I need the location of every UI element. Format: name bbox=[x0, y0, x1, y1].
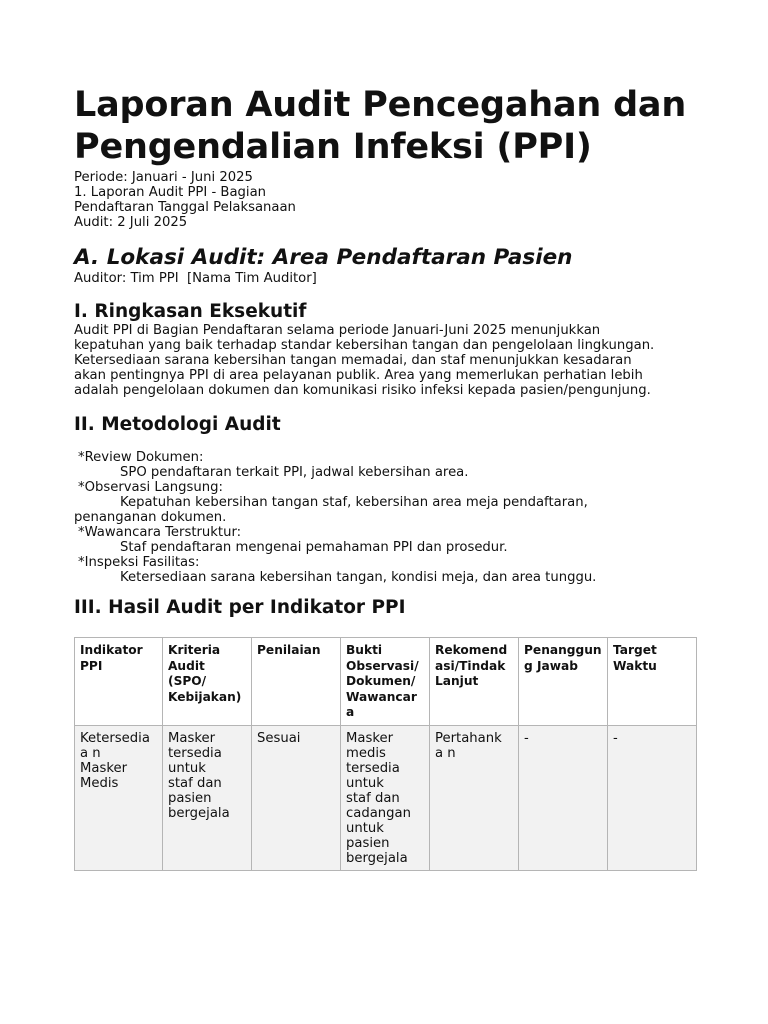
method-label-facility-inspection: *Inspeksi Fasilitas: bbox=[78, 555, 200, 570]
method-desc-document-review: SPO pendaftaran terkait PPI, jadwal kebersihan area. bbox=[120, 465, 469, 480]
methodology-list bbox=[74, 450, 596, 585]
section-a-heading: A. Lokasi Audit: Area Pendaftaran Pasien bbox=[74, 245, 573, 270]
table-row bbox=[75, 725, 697, 870]
cell-criteria: Masker tersedia untuk staf dan pasien bergejala bbox=[163, 725, 252, 870]
cell-target-time: - bbox=[608, 725, 697, 870]
header-assessment: Penilaian bbox=[252, 638, 341, 726]
cell-indicator: Ketersedia a n Masker Medis bbox=[75, 725, 163, 870]
auditor-line: Auditor: Tim PPI [Nama Tim Auditor] bbox=[74, 271, 317, 286]
document-meta bbox=[74, 170, 296, 230]
method-desc-facility-inspection: Ketersediaan sarana kebersihan tangan, kondisi meja, dan area tunggu. bbox=[120, 570, 597, 585]
header-responsible: Penanggun g Jawab bbox=[519, 638, 608, 726]
summary-line: Audit PPI di Bagian Pendaftaran selama periode Januari-Juni 2025 menunjukkan bbox=[74, 323, 601, 338]
section-1-heading: I. Ringkasan Eksekutif bbox=[74, 301, 307, 322]
summary-line: kepatuhan yang baik terhadap standar kebersihan tangan dan pengelolaan lingkungan. bbox=[74, 338, 655, 353]
section-3-heading: III. Hasil Audit per Indikator PPI bbox=[74, 597, 406, 618]
document-title bbox=[74, 84, 714, 168]
section-2-heading: II. Metodologi Audit bbox=[74, 414, 281, 435]
cell-evidence: Masker medis tersedia untuk staf dan cadangan untuk pasien bergejala bbox=[341, 725, 430, 870]
header-criteria: Kriteria Audit (SPO/ Kebijakan) bbox=[163, 638, 252, 726]
title-line-2: Pengendalian Infeksi (PPI) bbox=[74, 127, 592, 167]
table-header-row bbox=[75, 638, 697, 726]
header-recommendation: Rekomend asi/Tindak Lanjut bbox=[430, 638, 519, 726]
method-desc-structured-interview: Staf pendaftaran mengenai pemahaman PPI dan prosedur. bbox=[120, 540, 508, 555]
header-evidence: Bukti Observasi/ Dokumen/ Wawancar a bbox=[341, 638, 430, 726]
summary-line: akan pentingnya PPI di area pelayanan publik. Area yang memerlukan perhatian lebih bbox=[74, 368, 643, 383]
cell-recommendation: Pertahank a n bbox=[430, 725, 519, 870]
executive-summary bbox=[74, 323, 714, 398]
method-label-direct-observation: *Observasi Langsung: bbox=[78, 480, 223, 495]
audit-results-table bbox=[74, 637, 697, 871]
method-label-structured-interview: *Wawancara Terstruktur: bbox=[78, 525, 242, 540]
method-desc-direct-observation-cont: penanganan dokumen. bbox=[74, 510, 227, 525]
summary-line: Ketersediaan sarana kebersihan tangan memadai, dan staf menunjukkan kesadaran bbox=[74, 353, 632, 368]
meta-period: Periode: Januari - Juni 2025 bbox=[74, 170, 253, 185]
meta-department-line: Pendaftaran Tanggal Pelaksanaan bbox=[74, 200, 296, 215]
cell-assessment: Sesuai bbox=[252, 725, 341, 870]
meta-report-line: 1. Laporan Audit PPI - Bagian bbox=[74, 185, 267, 200]
method-desc-direct-observation: Kepatuhan kebersihan tangan staf, kebersihan area meja pendaftaran, bbox=[120, 495, 588, 510]
meta-audit-date: Audit: 2 Juli 2025 bbox=[74, 215, 188, 230]
method-label-document-review: *Review Dokumen: bbox=[78, 450, 204, 465]
header-target-time: Target Waktu bbox=[608, 638, 697, 726]
cell-responsible: - bbox=[519, 725, 608, 870]
header-indicator: Indikator PPI bbox=[75, 638, 163, 726]
summary-line: adalah pengelolaan dokumen dan komunikasi risiko infeksi kepada pasien/pengunjung. bbox=[74, 383, 651, 398]
title-line-1: Laporan Audit Pencegahan dan bbox=[74, 85, 687, 125]
